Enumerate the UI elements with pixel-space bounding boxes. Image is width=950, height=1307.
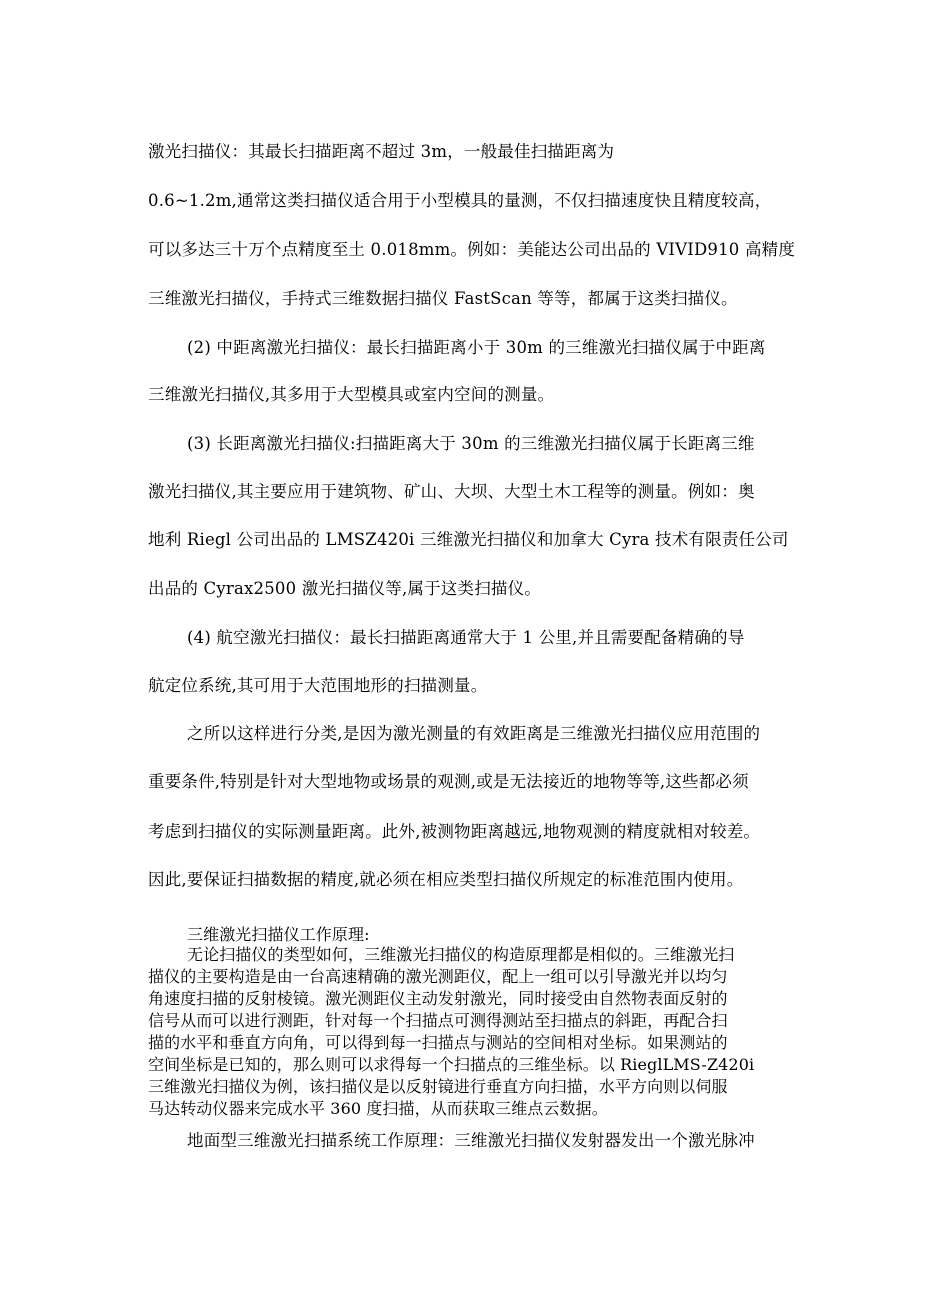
text-line: 因此,要保证扫描数据的精度,就必须在相应类型扫描仪所规定的标准范围内使用。	[148, 870, 744, 889]
text-line: 三维激光扫描仪为例，该扫描仪是以反射镜进行垂直方向扫描，水平方向则以伺服	[148, 1077, 728, 1096]
text-line: 激光扫描仪：其最长扫描距离不超过 3m，一般最佳扫描距离为	[148, 142, 615, 161]
text-line: 马达转动仪器来完成水平 360 度扫描，从而获取三维点云数据。	[148, 1099, 608, 1118]
text-line: 三维激光扫描仪,其多用于大型模具或室内空间的测量。	[148, 385, 555, 404]
text-line: 空间坐标是已知的，那么则可以求得每一个扫描点的三维坐标。以 RieglLMS-Z420i	[148, 1055, 755, 1074]
text-line: 地面型三维激光扫描系统工作原理：三维激光扫描仪发射器发出一个激光脉冲	[187, 1131, 755, 1150]
text-line: 地利 Riegl 公司出品的 LMSZ420i 三维激光扫描仪和加拿大 Cyra 技术有限责任公司	[148, 530, 789, 549]
text-line: 可以多达三十万个点精度至土 0.018mm。例如：美能达公司出品的 VIVID910 高精度	[148, 240, 796, 259]
text-line: 考虑到扫描仪的实际测量距离。此外,被测物距离越远,地物观测的精度就相对较差。	[148, 822, 761, 841]
text-line: (2) 中距离激光扫描仪：最长扫描距离小于 30m 的三维激光扫描仪属于中距离	[187, 338, 766, 357]
text-line: 之所以这样进行分类,是因为激光测量的有效距离是三维激光扫描仪应用范围的	[187, 724, 761, 743]
text-line: (4) 航空激光扫描仪：最长扫描距离通常大于 1 公里,并且需要配备精确的导	[187, 628, 745, 647]
text-line: 出品的 Cyrax2500 激光扫描仪等,属于这类扫描仪。	[148, 579, 542, 598]
text-line: 描仪的主要构造是由一台高速精确的激光测距仪，配上一组可以引导激光并以均匀	[148, 967, 728, 986]
text-line: 三维激光扫描仪，手持式三维数据扫描仪 FastScan 等等，都属于这类扫描仪。	[148, 289, 738, 308]
text-line: 0.6~1.2m,通常这类扫描仪适合用于小型模具的量测，不仅扫描速度快且精度较高，	[148, 191, 772, 210]
text-line: 激光扫描仪,其主要应用于建筑物、矿山、大坝、大型土木工程等的测量。例如：奥	[148, 482, 755, 501]
text-line: (3) 长距离激光扫描仪:扫描距离大于 30m 的三维激光扫描仪属于长距离三维	[187, 434, 755, 453]
text-line: 无论扫描仪的类型如何，三维激光扫描仪的构造原理都是相似的。三维激光扫	[187, 945, 735, 964]
text-line: 航定位系统,其可用于大范围地形的扫描测量。	[148, 676, 488, 695]
text-line: 角速度扫描的反射棱镜。激光测距仪主动发射激光，同时接受由自然物表面反射的	[148, 989, 728, 1008]
text-line: 信号从而可以进行测距，针对每一个扫描点可测得测站至扫描点的斜距，再配合扫	[148, 1011, 728, 1030]
text-line: 描的水平和垂直方向角，可以得到每一扫描点与测站的空间相对坐标。如果测站的	[148, 1033, 728, 1052]
text-line: 重要条件,特别是针对大型地物或场景的观测,或是无法接近的地物等等,这些都必须	[148, 772, 749, 791]
section-heading: 三维激光扫描仪工作原理:	[187, 925, 370, 944]
